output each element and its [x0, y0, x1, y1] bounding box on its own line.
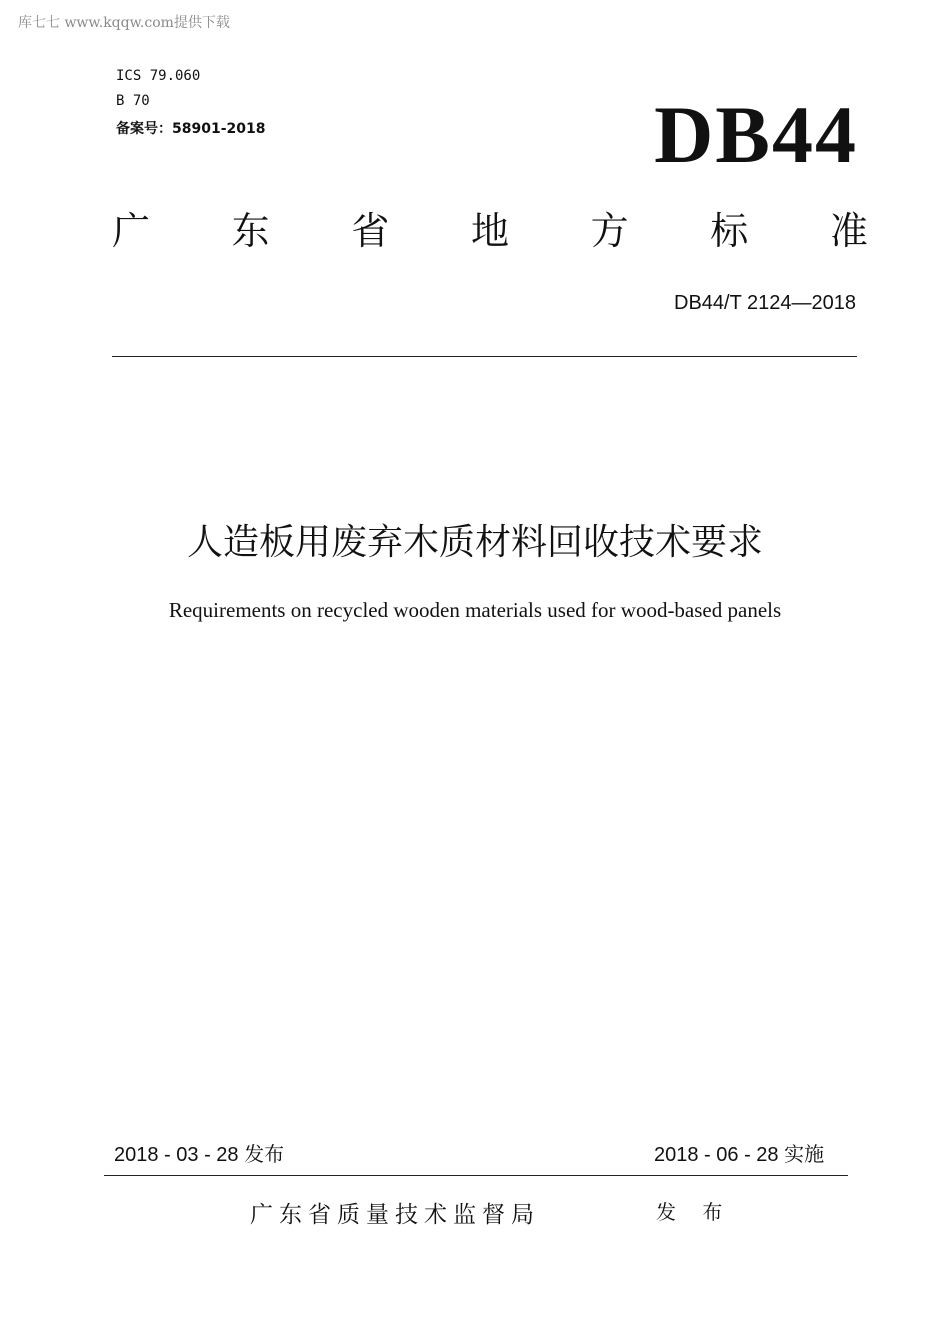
- effective-date: 2018 - 06 - 28 实施: [654, 1144, 825, 1166]
- header-divider: [112, 356, 857, 357]
- standard-type-char: 方: [590, 209, 629, 253]
- standard-type-char: 标: [710, 209, 749, 253]
- chinese-title: 人造板用废弃木质材料回收技术要求: [186, 522, 763, 563]
- db44-logo: DB44: [654, 89, 858, 180]
- standard-type-char: 省: [351, 209, 390, 253]
- footer-divider: [104, 1175, 848, 1176]
- watermark-text: 库七七 www.kqqw.com提供下载: [18, 15, 230, 31]
- standard-type-char: 东: [231, 209, 270, 253]
- issuing-authority: 广东省质量技术监督局: [250, 1202, 540, 1228]
- ics-code: ICS 79.060: [116, 68, 201, 84]
- issue-label: 发 布: [656, 1200, 733, 1224]
- english-title: Requirements on recycled wooden materials used for wood-based panels: [168, 598, 782, 622]
- record-number: 备案号：58901-2018: [116, 121, 266, 137]
- standard-type-char: 广: [112, 209, 151, 253]
- publish-date: 2018 - 03 - 28 发布: [114, 1144, 285, 1166]
- ccs-code: B 70: [116, 93, 150, 109]
- standard-number: DB44/T 2124—2018: [674, 292, 856, 314]
- standard-type-char: 地: [470, 209, 509, 253]
- standard-type-char: 准: [829, 209, 868, 253]
- standard-type-title: [112, 200, 868, 255]
